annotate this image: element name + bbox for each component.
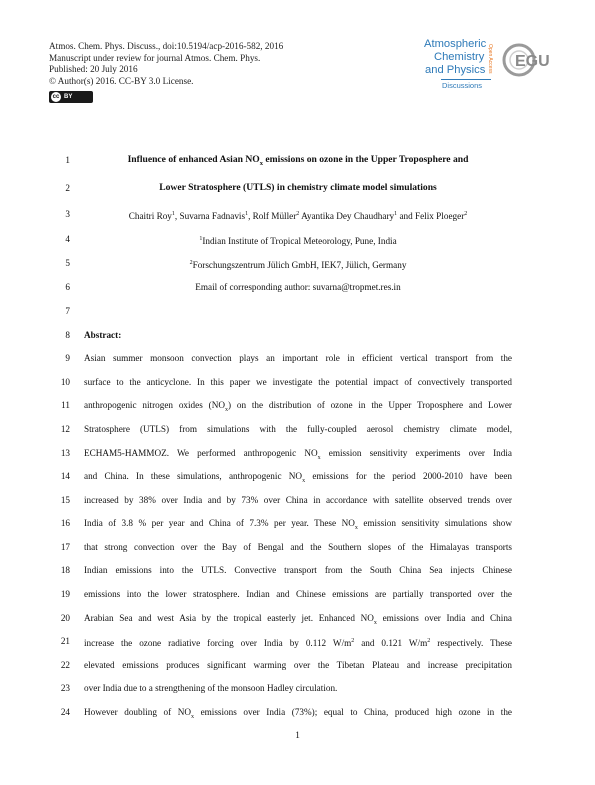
abstract-line: surface to the anticyclone. In this paper we investigate the potential impact of convectively transported [84, 377, 512, 387]
line-2 [0, 181, 595, 195]
line-number: 3 [65, 209, 70, 219]
abstract-line: Stratosphere (UTLS) from simulations with the fully-coupled aerosol chemistry climate model, [84, 424, 512, 434]
abstract-line: Asian summer monsoon convection plays an important role in efficient vertical transport from the [84, 353, 512, 363]
line-5 [0, 256, 595, 270]
line-number: 12 [60, 424, 70, 434]
line-16 [0, 516, 595, 530]
line-24 [0, 705, 595, 719]
line-number: 19 [60, 589, 70, 599]
line-7 [0, 304, 595, 318]
line-number: 11 [61, 400, 70, 410]
abstract-line: that strong convection over the Bay of Bengal and the Southern slopes of the Himalayas transports [84, 542, 512, 552]
logo-line-2: Chemistry [434, 51, 485, 63]
logo-discussions: Discussions [442, 81, 483, 90]
egu-mark-icon [501, 42, 553, 78]
line-14 [0, 469, 595, 483]
line-number: 8 [65, 330, 70, 340]
abstract-line: increased by 38% over India and by 73% over China in accordance with satellite observed trends over [84, 495, 512, 505]
header-line-review: Manuscript under review for journal Atmos. Chem. Phys. [49, 52, 261, 63]
line-8 [0, 328, 595, 342]
line-number: 13 [60, 448, 70, 458]
line-number: 2 [65, 183, 70, 193]
abstract-line: emissions into the lower stratosphere. Indian and Chinese emissions are partially transported over the [84, 589, 512, 599]
abstract-line: Indian emissions into the UTLS. Convective transport from the South China Sea injects Chinese [84, 565, 512, 575]
line-3 [0, 207, 595, 221]
line-number: 1 [65, 155, 70, 165]
line-4 [0, 232, 595, 246]
title-line-2: Lower Stratosphere (UTLS) in chemistry climate model simulations [159, 182, 437, 193]
line-number: 22 [60, 660, 70, 670]
line-number: 17 [60, 542, 70, 552]
line-18 [0, 563, 595, 577]
abstract-line: anthropogenic nitrogen oxides $(NO_x)$ on the distribution of ozone in the Upper Troposphere and Lower [84, 400, 512, 413]
line-number: 15 [60, 495, 70, 505]
line-11 [0, 398, 595, 412]
cc-icon: cc [52, 94, 60, 100]
line-number: 5 [65, 258, 70, 268]
line-9 [0, 351, 595, 365]
line-15 [0, 493, 595, 507]
line-number: 24 [60, 707, 70, 717]
abstract-line: elevated emissions produces significant warming over the Tibetan Plateau and increase precipitation [84, 660, 512, 670]
line-21 [0, 634, 595, 648]
line-number: 10 [60, 377, 70, 387]
line-17 [0, 540, 595, 554]
line-10 [0, 375, 595, 389]
corresponding-email: Email of corresponding author: suvarna@tropmet.res.in [195, 282, 401, 292]
abstract-line: and China. In these simulations, anthropogenic $NO_x$ emissions for the period 2000-2010 have been [84, 471, 512, 484]
line-number: 9 [65, 353, 70, 363]
line-number: 4 [65, 234, 70, 244]
logo-divider [441, 79, 491, 80]
line-22 [0, 658, 595, 672]
abstract-line: India of 3.8 % per year and China of 7.3% per year. These $NO_x$ emission sensitivity simulations show [84, 518, 512, 531]
line-20 [0, 611, 595, 625]
authors: Chaitri Roy$^1$, Suvarna Fadnavis$^1$, Rolf Müller$^2$ Ayantika Dey Chaudhary$^1$ and Felix Ploeger$^2$ [128, 211, 468, 222]
line-number: 16 [60, 518, 70, 528]
line-number: 21 [60, 636, 70, 646]
header-line-published: Published: 20 July 2016 [49, 64, 138, 75]
line-23 [0, 681, 595, 695]
line-19 [0, 587, 595, 601]
title-line-1: Influence of enhanced Asian $NO_x$ emissions on ozone in the Upper Troposphere and [127, 154, 469, 167]
line-13 [0, 446, 595, 460]
line-number: 23 [60, 683, 70, 693]
line-number: 14 [60, 471, 70, 481]
line-number: 20 [60, 613, 70, 623]
journal-logo[interactable] [423, 38, 553, 94]
logo-line-1: Atmospheric [424, 38, 487, 50]
journal-header [49, 41, 283, 87]
header-line-license: © Author(s) 2016. CC-BY 3.0 License. [49, 75, 194, 86]
line-12 [0, 422, 595, 436]
cc-by-license-badge[interactable] [49, 91, 93, 103]
logo-line-3: and Physics [425, 64, 486, 76]
line-number: 18 [60, 565, 70, 575]
open-access-label: Open Access [487, 44, 493, 74]
page-number: 1 [295, 730, 300, 740]
abstract-line: ECHAM5-HAMMOZ. We performed anthropogenic $NO_x$ emission sensitivity experiments over India [84, 448, 513, 461]
abstract-line: increase the ozone radiative forcing over India by 0.112 $W/m^2$ and 0.121 $W/m^2$ respectively. These [84, 638, 512, 649]
line-6 [0, 280, 595, 294]
by-label: BY [64, 94, 73, 100]
line-number: 6 [65, 282, 70, 292]
line-number: 7 [65, 306, 70, 316]
line-1 [0, 153, 595, 167]
abstract-line: Arabian Sea and west Asia by the tropical easterly jet. Enhanced $NO_x$ emissions over India and China [84, 613, 512, 626]
abstract-line: over India due to a strengthening of the monsoon Hadley circulation. [84, 683, 338, 693]
egu-mark-text: EGU [515, 53, 550, 70]
affiliation-1: $^1$Indian Institute of Tropical Meteorology, Pune, India [199, 236, 397, 247]
header-line-citation: Atmos. Chem. Phys. Discuss., doi:10.5194/acp-2016-582, 2016 [49, 41, 284, 51]
abstract-heading: Abstract: [84, 330, 122, 340]
abstract-line: However doubling of $NO_x$ emissions over India (73%); equal to China, produced high ozone in the [84, 707, 512, 720]
affiliation-2: $^2$Forschungszentrum Jülich GmbH, IEK7, Jülich, Germany [189, 260, 407, 271]
